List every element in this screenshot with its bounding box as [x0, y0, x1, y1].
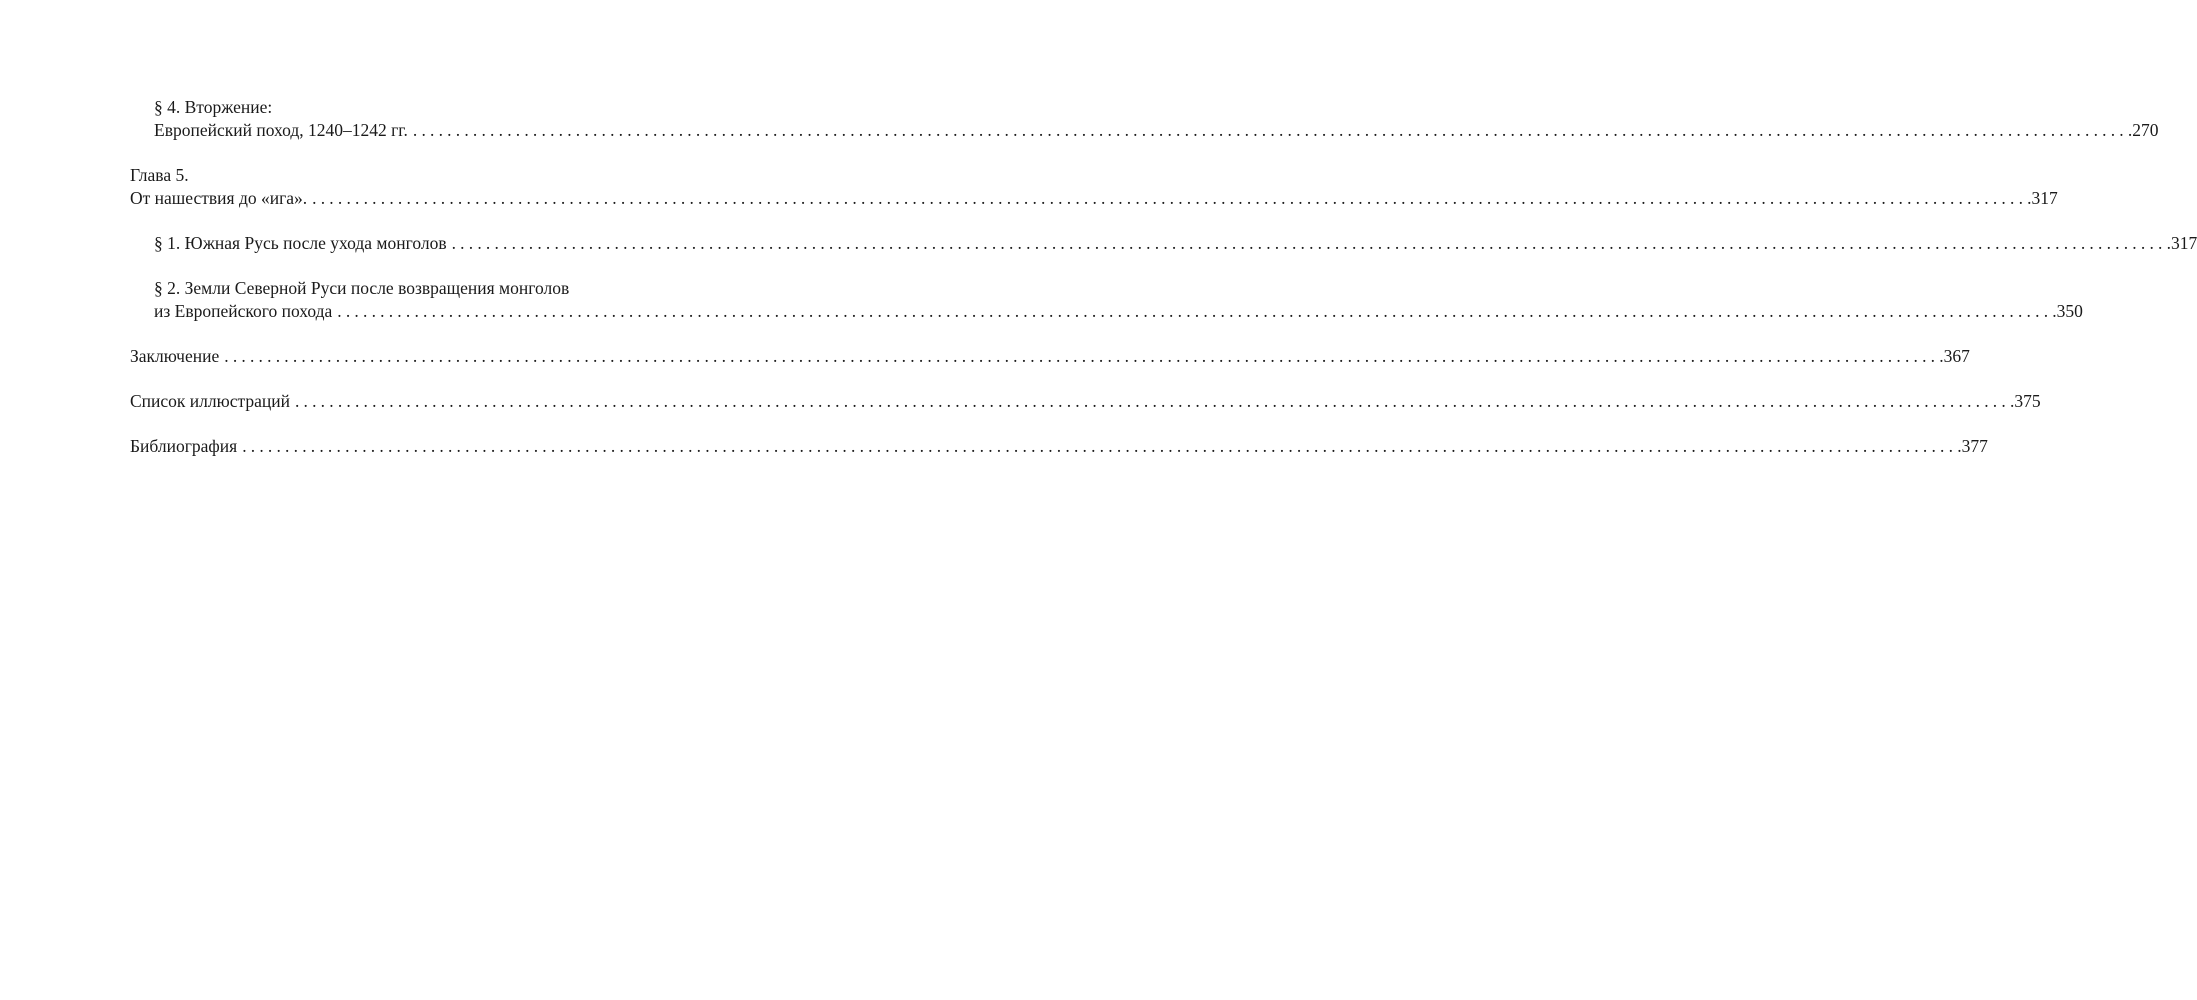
- toc-page-number: .375: [2009, 391, 2041, 411]
- dot-leader: ........................................................................................................................................................................................................: [224, 346, 1940, 366]
- toc-entry[interactable]: [130, 277, 2083, 323]
- toc-entry-title: Европейский поход, 1240–1242 гг.: [154, 120, 408, 140]
- toc-entry-line: [154, 277, 693, 300]
- toc-page-number: .270: [2127, 120, 2159, 140]
- toc-entry-title: Библиография: [130, 436, 238, 456]
- toc-page-number: .317: [2166, 233, 2197, 253]
- toc-page-number: .367: [1939, 346, 1970, 366]
- dot-leader: ........................................................................................................................................................................................................: [412, 120, 2128, 140]
- dot-leader: ........................................................................................................................................................................................................: [337, 301, 2053, 321]
- toc-entry-title: От нашествия до «ига».: [130, 188, 308, 208]
- toc-entry[interactable]: [130, 164, 2058, 210]
- toc-entry-title: § 2. Земли Северной Руси после возвращения монголов: [154, 278, 570, 298]
- table-of-contents: [130, 96, 2197, 458]
- toc-entry[interactable]: [130, 435, 1988, 458]
- toc-entry-title: § 4. Вторжение:: [154, 97, 273, 117]
- toc-entry-line: [130, 187, 2058, 210]
- toc-page-number: .350: [2052, 301, 2083, 321]
- toc-entry[interactable]: [130, 390, 2041, 413]
- toc-entry-title: Заключение: [130, 346, 220, 366]
- toc-entry-line: [154, 96, 693, 119]
- toc-entry-line: [130, 345, 1970, 368]
- dot-leader: ........................................................................................................................................................................................................: [242, 436, 1958, 456]
- toc-entry[interactable]: [130, 345, 1970, 368]
- toc-entry-title: § 1. Южная Русь после ухода монголов: [154, 233, 447, 253]
- toc-entry[interactable]: [130, 96, 2159, 142]
- dot-leader: ........................................................................................................................................................................................................: [451, 233, 2167, 253]
- toc-entry-line: [130, 164, 693, 187]
- toc-entry-line: [130, 390, 2041, 413]
- toc-entry-line: [154, 232, 2197, 255]
- toc-entry-title: из Европейского похода: [154, 301, 333, 321]
- dot-leader: ........................................................................................................................................................................................................: [294, 391, 2010, 411]
- toc-entry-line: [154, 300, 2083, 323]
- toc-entry[interactable]: [130, 232, 2197, 255]
- toc-page-number: .377: [1957, 436, 1988, 456]
- toc-entry-title: Список иллюстраций: [130, 391, 290, 411]
- toc-chapter-label: Глава 5.: [130, 165, 189, 185]
- toc-page-number: .317: [2027, 188, 2058, 208]
- dot-leader: ........................................................................................................................................................................................................: [312, 188, 2028, 208]
- toc-entry-line: [130, 435, 1988, 458]
- toc-entry-line: [154, 119, 2159, 142]
